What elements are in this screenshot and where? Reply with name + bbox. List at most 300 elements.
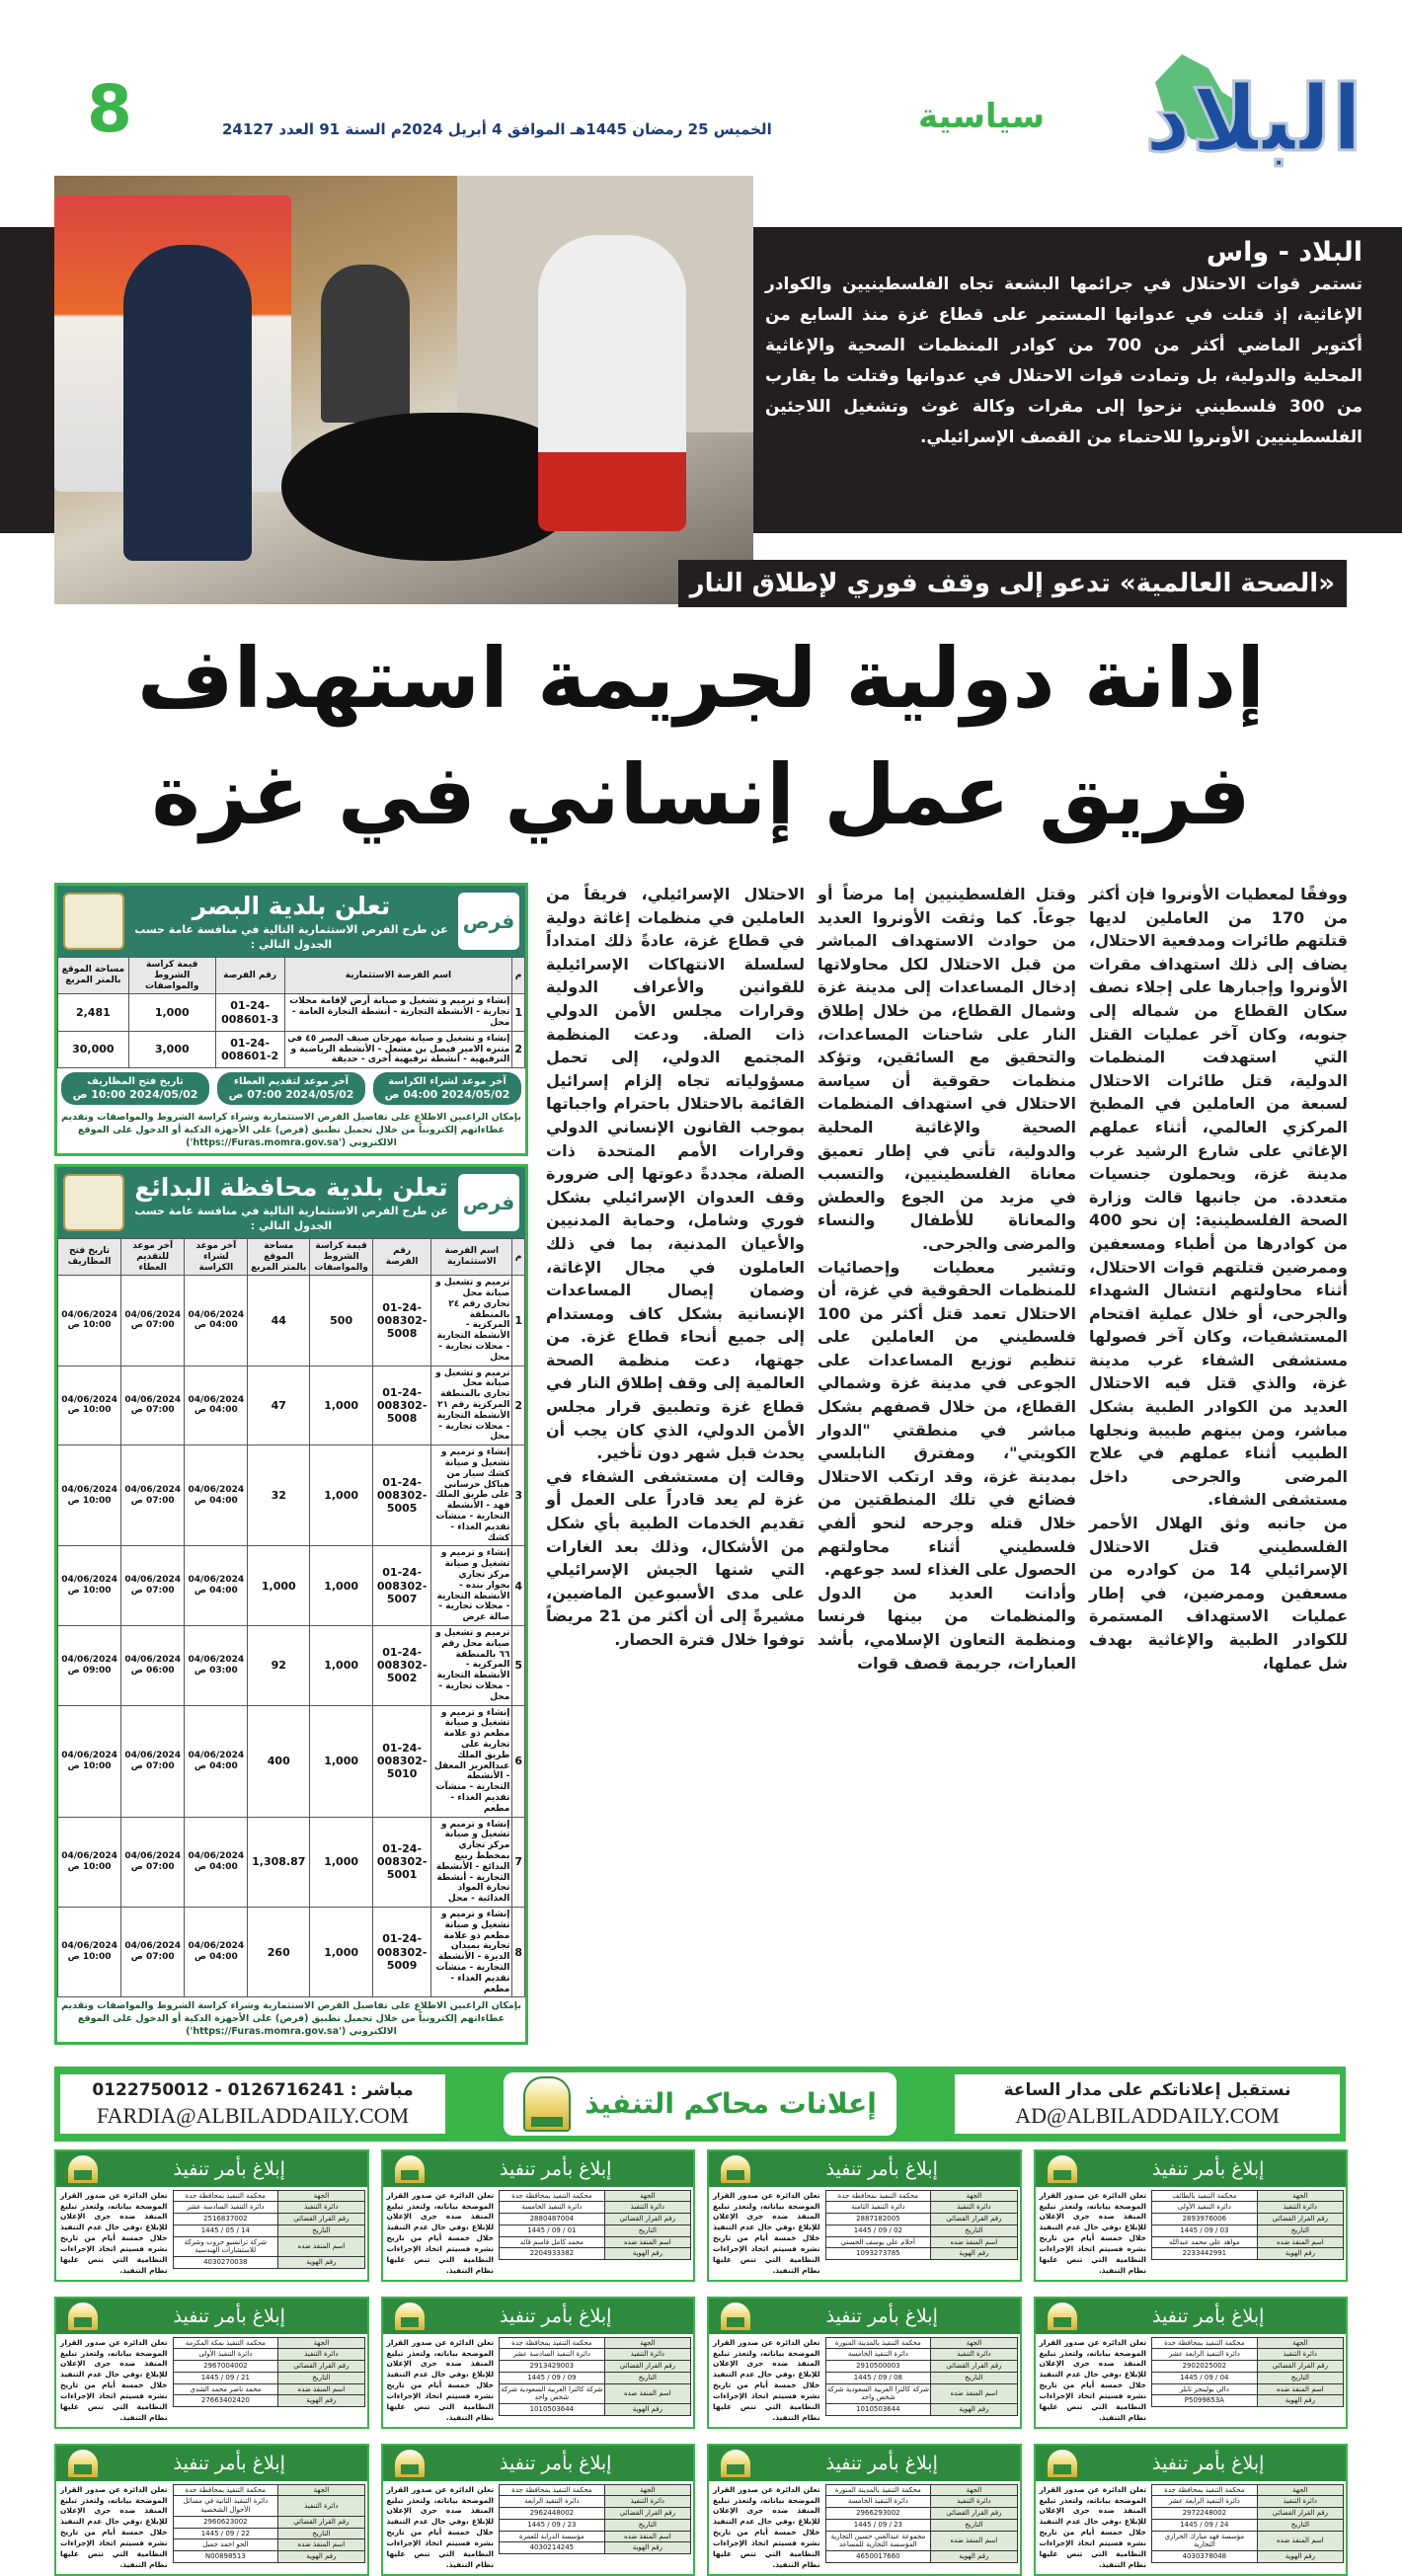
table-cell: 1	[512, 994, 525, 1031]
notice-label: دائرة التنفيذ	[604, 2496, 690, 2508]
execution-notice-card	[1034, 2297, 1349, 2429]
tender-table	[57, 1238, 525, 1997]
notice-title: إبلاغ بأمر تنفيذ	[825, 2452, 938, 2474]
notice-value: 2893976006	[1152, 2214, 1258, 2225]
notice-row	[825, 2484, 1017, 2496]
notice-label: دائرة التنفيذ	[1257, 2349, 1343, 2361]
notice-row	[825, 2225, 1017, 2236]
notice-row	[825, 2349, 1017, 2361]
notice-row	[173, 2395, 364, 2407]
notice-value: P5099853A	[1152, 2395, 1258, 2407]
ad-header	[57, 886, 525, 957]
notice-value: أحلام علي يوسف الحسني	[825, 2236, 931, 2248]
notice-text: تعلن الدائرة عن صدور القرار الموضحة بياناته، ولتعذر تبليغ المنفذ ضده جرى الإعلان للإبلاغ ،وفي حال عدم التنفيذ خلال خمسة أيام من تاريخ نشره فسيتم اتخاذ الإجراءات النظامية التي تنص عليها نظام التنفيذ.	[386, 2484, 495, 2569]
deadline-pill	[373, 1072, 521, 1105]
notice-value: محكمة التنفيذ بمحافظة جدة	[500, 2337, 605, 2349]
notice-row	[1152, 2372, 1344, 2383]
article-paragraph: الاحتلال الإسرائيلي، فريقاً من العاملين في منظمات إغاثة دولية في قطاع غزة، عادةً ذلك امتداداً لسلسلة الانتهاكات الإسرائيلية للقوانين والأعراف الدولية وقرارات مجلس الأمن الدولي ذات الصلة. ودعت المنظمة المجتمع الدولي، إلى تحمل مسؤولياته تجاه إلزام إسرائيل القائمة بالاحتلال باحترام واجباتها بموجب القانون الإنساني الدولي وقرارات الأمم المتحدة ذات الصلة، مجددةً دعوتها إلى ضرورة وقف العدوان الإسرائيلي بشكل فوري وشامل، وحماية المدنيين والأعيان المدنية، بما في ذلك العاملون في مجال الإغاثة، وضمان إيصال المساعدات الإنسانية بشكل كاف ومستدام إلى جميع أنحاء قطاع غزة. من جهتها، دعت منظمة الصحة العالمية إلى وقف إطلاق النار في قطاع غزة وتطبيق قرار مجلس الأمن الدولي، الذي كان يجب أن يحدث قبل شهر دون تأخير.	[546, 885, 805, 1463]
tender-ad-badaea	[54, 1164, 528, 2045]
table-cell: 04/06/2024 04:00 ص	[185, 1366, 248, 1445]
table-cell: 400	[248, 1705, 310, 1817]
notice-header	[56, 2151, 367, 2187]
notice-value: N00898513	[173, 2551, 278, 2563]
article-paragraph: وتشير معطيات وإحصائيات للمنظمات الحقوقية في غزة، أن الاحتلال تعمد قتل أكثر من 100 فلسطيني من العاملين على تنظيم توزيع المساعدات على الجوعى في مدينة غزة وشمالي القطاع، من خلال قصفهم بشكل مباشر في منطقتي "الدوار الكويتي"، ومفترق النابلسي بمدينة غزة، وقد ارتكب الاحتلال فضائع في تلك المنطقتين من خلال قتله وجرحه لنحو ألفي فلسطيني أثناء محاولتهم الحصول على الغذاء لسد جوعهم.	[818, 1257, 1076, 1580]
notice-row	[173, 2528, 364, 2539]
notice-row	[825, 2404, 1017, 2416]
notice-value: 2887182005	[825, 2214, 931, 2225]
notice-row	[500, 2383, 691, 2404]
notice-table	[1151, 2337, 1344, 2408]
notice-row	[1152, 2190, 1344, 2202]
deadline-label: آخر موعد لتقديم العطاء	[233, 1076, 350, 1088]
execution-notice-card	[54, 2444, 369, 2576]
execution-notice-card	[381, 2444, 696, 2576]
justice-emblem-icon	[393, 2153, 427, 2185]
notice-row	[173, 2496, 364, 2517]
notice-label: رقم القرار القضائي	[604, 2214, 690, 2225]
notice-text: تعلن الدائرة عن صدور القرار الموضحة بياناته، ولتعذر تبليغ المنفذ ضده جرى الإعلان للإبلاغ ،وفي حال عدم التنفيذ خلال خمسة أيام من تاريخ نشره فسيتم اتخاذ الإجراءات النظامية التي تنص عليها نظام التنفيذ.	[713, 2484, 820, 2569]
justice-emblem-icon	[66, 2153, 100, 2185]
banner-phone: مباشر : 0126716241 - 0122750012	[92, 2079, 414, 2100]
deadline-value: 2024/05/02 10:00 ص	[72, 1088, 198, 1102]
table-cell: 04/06/2024 10:00 ص	[58, 1366, 121, 1445]
notice-value: مجموعة عبدالغني حسين التجارية المؤسسة التجارية للمساعد	[825, 2531, 931, 2551]
notice-header	[709, 2151, 1020, 2187]
column-header: قيمة كراسة الشروط والمواصفات	[128, 958, 215, 994]
table-cell: إنشاء و ترميم و تشغيل و صيانة مطعم ذو علامة تجارية بميدان الديرة - الأنشطة التجارية - منشآت تقديم الغذاء - مطعم	[431, 1907, 512, 1996]
notice-label: اسم المنفذ ضده	[604, 2531, 690, 2542]
notice-label: اسم المنفذ ضده	[931, 2531, 1017, 2551]
table-cell: 04/06/2024 07:00 ص	[121, 1907, 185, 1996]
notice-label: التاريخ	[604, 2372, 690, 2383]
notice-label: رقم القرار القضائي	[1257, 2214, 1343, 2225]
notice-table	[825, 2484, 1018, 2563]
table-cell: 01-24-008302-5002	[373, 1626, 431, 1706]
notice-label: التاريخ	[931, 2519, 1017, 2531]
notice-title: إبلاغ بأمر تنفيذ	[1152, 2452, 1265, 2474]
notice-row	[173, 2372, 364, 2383]
lead-paragraph	[765, 237, 1363, 453]
notice-title: إبلاغ بأمر تنفيذ	[173, 2452, 285, 2474]
notice-value: دائرة التنفيذ الخامسة	[825, 2496, 931, 2508]
table-cell: 1,000	[128, 994, 215, 1031]
table-cell: ترميم و تشغيل و صيانة محل تجاري رقم ٢٤ بالمنطقة المركزية - الأنشطة التجارية - محلات تجارية - محل	[431, 1276, 512, 1366]
deadline-value: 2024/05/02 07:00 ص	[228, 1088, 354, 1102]
notice-value: محكمة التنفيذ بمحافظة جدة	[500, 2190, 605, 2202]
page-body	[54, 620, 1348, 2576]
column-header: م	[512, 1238, 525, 1275]
table-cell: 1,000	[310, 1546, 373, 1626]
table-cell: 04/06/2024 07:00 ص	[121, 1276, 185, 1366]
table-cell: 6	[512, 1705, 525, 1817]
notice-row	[173, 2383, 364, 2395]
notice-row	[173, 2202, 364, 2214]
table-cell: 04/06/2024 07:00 ص	[121, 1366, 185, 1445]
notice-label: دائرة التنفيذ	[278, 2202, 364, 2214]
notice-label: الجهة	[1257, 2190, 1343, 2202]
tender-ads	[54, 883, 528, 2045]
notice-label: اسم المنفذ ضده	[278, 2539, 364, 2551]
ad-title-block	[130, 1172, 452, 1233]
notice-label: رقم القرار القضائي	[931, 2508, 1017, 2520]
table-cell: 47	[248, 1366, 310, 1445]
table-cell: 260	[248, 1907, 310, 1996]
table-row	[58, 1705, 525, 1817]
notice-row	[173, 2361, 364, 2373]
notice-value: محكمة التنفيذ بمكة المكرمة	[173, 2337, 278, 2349]
notice-value: محكمة التنفيذ بمحافظة جدة	[500, 2484, 605, 2496]
banner-email: FARDIA@ALBILADDAILY.COM	[96, 2102, 410, 2128]
table-cell: 1,308.87	[248, 1817, 310, 1907]
municipality-emblem-icon	[63, 893, 124, 950]
notice-value: 2233442991	[1152, 2248, 1258, 2260]
notice-row	[825, 2372, 1017, 2383]
notice-row	[825, 2531, 1017, 2551]
ad-title: تعلن بلدية البصر	[192, 892, 391, 920]
table-cell: 44	[248, 1276, 310, 1366]
notice-label: اسم المنفذ ضده	[1257, 2531, 1343, 2551]
notice-label: رقم الهوية	[931, 2248, 1017, 2260]
notice-row	[1152, 2361, 1344, 2373]
article-paragraph: من جانبه وثق الهلال الأحمر الفلسطيني قتل الاحتلال الإسرائيلي 14 من كوادره من مسعفين وممرضين، في إطار عمليات الاستهداف المستمرة للكوادر الطبية والإغاثية بهدف شل عملها،	[1089, 1514, 1348, 1673]
column-header: رقم الفرصة	[215, 958, 284, 994]
notice-row	[500, 2531, 691, 2542]
notice-row	[1152, 2531, 1344, 2551]
execution-notice-card	[707, 2297, 1022, 2429]
notice-row	[500, 2361, 691, 2373]
article-column-2	[818, 883, 1076, 1675]
notice-label: الجهة	[931, 2190, 1017, 2202]
headline-line-1: إدانة دولية لجريمة استهداف	[136, 630, 1266, 727]
table-cell: 01-24-008302-5007	[373, 1546, 431, 1626]
notice-value: 2966293002	[825, 2508, 931, 2520]
notice-title: إبلاغ بأمر تنفيذ	[1152, 2304, 1265, 2327]
table-cell: 04/06/2024 04:00 ص	[185, 1817, 248, 1907]
notice-label: اسم المنفذ ضده	[278, 2236, 364, 2257]
notice-header	[1036, 2446, 1347, 2481]
table-cell: 5	[512, 1626, 525, 1706]
notice-row	[825, 2236, 1017, 2248]
notice-value: محكمة التنفيذ بالطائف	[1152, 2190, 1258, 2202]
notice-label: الجهة	[278, 2484, 364, 2496]
table-cell: 04/06/2024 03:00 ص	[185, 1626, 248, 1706]
table-cell: 01-24-008302-5001	[373, 1817, 431, 1907]
table-header-row	[58, 958, 525, 994]
notice-label: الجهة	[931, 2337, 1017, 2349]
notice-label: رقم الهوية	[604, 2542, 690, 2554]
notice-text: تعلن الدائرة عن صدور القرار الموضحة بياناته، ولتعذر تبليغ المنفذ ضده جرى الإعلان للإبلاغ ،وفي حال عدم التنفيذ خلال خمسة أيام من تاريخ نشره فسيتم اتخاذ الإجراءات النظامية التي تنص عليها نظام التنفيذ.	[1039, 2190, 1147, 2275]
notice-row	[1152, 2551, 1344, 2563]
notice-table	[499, 2190, 691, 2261]
table-cell: 04/06/2024 06:00 ص	[121, 1626, 185, 1706]
court-ads-banner	[54, 2067, 1346, 2142]
notice-header	[1036, 2151, 1347, 2187]
table-cell: 04/06/2024 07:00 ص	[121, 1705, 185, 1817]
table-cell: إنشاء و تشغيل و صيانة مهرجان صيف البصر ٤٥ في متنزه الامير فيصل بن مشعل - الأنشطة الرياضية و الترفيهية - أنشطة ترفيهية أخرى - حديقة	[284, 1031, 512, 1067]
banner-title: إعلانات محاكم التنفيذ	[584, 2087, 877, 2121]
notice-text: تعلن الدائرة عن صدور القرار الموضحة بياناته، ولتعذر تبليغ المنفذ ضده جرى الإعلان للإبلاغ ،وفي حال عدم التنفيذ خلال خمسة أيام من تاريخ نشره فسيتم اتخاذ الإجراءات النظامية التي تنص عليها نظام التنفيذ.	[1039, 2337, 1147, 2422]
notice-body	[56, 2187, 367, 2280]
banner-contact-right	[955, 2074, 1340, 2134]
notice-label: التاريخ	[604, 2225, 690, 2236]
table-cell: 04/06/2024 04:00 ص	[185, 1546, 248, 1626]
table-cell: إنشاء و ترميم و تشغيل و صيانة مطعم ذو علامة تجارية على طريق الملك عبدالعزيز المعقل - الأنشطة التجارية - منشآت تقديم الغذاء - مطعم	[431, 1705, 512, 1817]
notice-row	[173, 2484, 364, 2496]
notice-row	[500, 2337, 691, 2349]
furas-logo: فرص	[458, 1174, 519, 1231]
notice-label: التاريخ	[1257, 2519, 1343, 2531]
notice-text: تعلن الدائرة عن صدور القرار الموضحة بياناته، ولتعذر تبليغ المنفذ ضده جرى الإعلان للإبلاغ ،وفي حال عدم التنفيذ خلال خمسة أيام من تاريخ نشره فسيتم اتخاذ الإجراءات النظامية التي تنص عليها نظام التنفيذ.	[1039, 2484, 1147, 2569]
article-paragraph: ووفقًا لمعطيات الأونروا فإن أكثر من 170 من العاملين لديها قتلتهم طائرات ومدفعية الاحتلال، يضاف إلى ذلك استهداف مقرات الأونروا وإجبارها على إجلاء نصف سكان القطاع من شماله إلى جنوبه، وكان آخر عمليات القتل التي استهدفت المنظمات الدولية، قتل طائرات الاحتلال لسبعة من العاملين في المطبخ المركزي العالمي، أثناء عملهم الإغاثي على شارع الرشيد غرب مدينة غزة، ويحملون جنسيات متعددة. من جانبها قالت وزارة الصحة الفلسطينية: إن نحو 400 من كوادرها من أطباء ومسعفين وممرضين قتلتهم قوات الاحتلال، أثناء محاولتهم انتشال الشهداء والجرحى، أو خلال عملية اقتحام المستشفيات، وكان آخر فصولها مستشفى الشفاء غرب مدينة غزة، والذي قتل فيه الاحتلال العديد من الكوادر الطبية بشكل مباشر، ومن بينهم طبيبة ونجلها الطبيب أثناء عملهم في علاج المرضى والجرحى داخل مستشفى الشفاء.	[1089, 885, 1348, 1510]
notice-value: 1010503644	[500, 2404, 605, 2416]
notice-value: شركة ترانسيو جروب وشركة للاستشارات الهندسية	[173, 2236, 278, 2257]
banner-text: نستقبل إعلاناتكم على مدار الساعة	[1003, 2079, 1291, 2100]
deadline-label: تاريخ فتح المظاريف	[87, 1076, 184, 1088]
notice-row	[500, 2372, 691, 2383]
notice-row	[1152, 2496, 1344, 2508]
notice-title: إبلاغ بأمر تنفيذ	[500, 2452, 612, 2474]
notice-row	[1152, 2337, 1344, 2349]
table-cell: 1,000	[248, 1546, 310, 1626]
notice-row	[173, 2516, 364, 2528]
article-column-3	[546, 883, 805, 1652]
deadline-label: آخر موعد لشراء الكراسة	[388, 1076, 506, 1088]
notice-header	[383, 2151, 694, 2187]
deadline-value: 2024/05/02 04:00 ص	[384, 1088, 510, 1102]
lead-text: تستمر قوات الاحتلال في جرائمها البشعة تجاه الفلسطينيين والكوادر الإغاثية، إذ قتلت في عدوانها المستمر على قطاع غزة منذ السابع من أكتوبر الماضي أكثر من 700 من كوادر المنظمات الصحية والإغاثية المحلية والدولية، بل وتمادت قوات الاحتلال في عدوانها وقتلت ما يقارب من 300 فلسطيني نزحوا إلى مقرات وكالة غوث وتشغيل اللاجئين الفلسطينيين الأونروا للاحتماء من القصف الإسرائيلي.	[765, 274, 1363, 447]
ad-title: تعلن بلدية محافظة البدائع	[134, 1172, 448, 1202]
notice-row	[1152, 2484, 1344, 2496]
tender-table	[57, 957, 525, 1068]
notice-value: محكمة التنفيذ بمحافظة جدة	[1152, 2337, 1258, 2349]
notice-label: الجهة	[1257, 2337, 1343, 2349]
table-row	[58, 1031, 525, 1067]
notice-label: رقم القرار القضائي	[931, 2361, 1017, 2373]
table-cell: 04/06/2024 04:00 ص	[185, 1705, 248, 1817]
column-header: اسم الفرصة الاستثمارية	[284, 958, 512, 994]
column-header: مساحة الموقع بالمتر المربع	[248, 1238, 310, 1275]
notice-title: إبلاغ بأمر تنفيذ	[1152, 2157, 1265, 2180]
notice-label: رقم الهوية	[604, 2248, 690, 2260]
notice-row	[825, 2508, 1017, 2520]
table-row	[58, 1445, 525, 1546]
table-cell: 1,000	[310, 1445, 373, 1546]
tender-ad-basr	[54, 883, 528, 1156]
notice-value: محمد كامل قاسم قائد	[500, 2236, 605, 2248]
ad-footer-text: بإمكان الراغبين الاطلاع على تفاصيل الفرص الاستثمارية وشراء كراسة الشروط والمواصفات وتقديم عطاءاتهم إلكترونياً من خلال تحميل تطبيق (فرص) على الأجهزة الذكية أو الدخول على الموقع الالكتروني ('https://Furas.momra.gov.sa')	[61, 1112, 521, 1149]
justice-emblem-icon	[1046, 2448, 1079, 2479]
notice-row	[825, 2551, 1017, 2563]
notice-value: 21 / 09 / 1445	[173, 2372, 278, 2383]
notice-value: محمد ناصر محمد الشدي	[173, 2383, 278, 2395]
notice-table	[499, 2337, 691, 2416]
notice-table	[173, 2190, 365, 2269]
notice-label: رقم القرار القضائي	[278, 2516, 364, 2528]
notice-value: دائرة التنفيذ الرابعة عشر	[1152, 2496, 1258, 2508]
notice-label: رقم الهوية	[1257, 2248, 1343, 2260]
notice-label: الجهة	[278, 2190, 364, 2202]
ad-subtitle: عن طرح الفرص الاستثمارية التالية في منافسة عامة حسب الجدول التالي :	[134, 923, 448, 951]
column-header: رقم الفرصة	[373, 1238, 431, 1275]
table-cell: 8	[512, 1907, 525, 1996]
notice-value: محكمة التنفيذ بمحافظة جدة	[1152, 2484, 1258, 2496]
banner-contact-left	[60, 2074, 445, 2134]
news-photo	[54, 176, 753, 604]
notice-row	[173, 2539, 364, 2551]
article-paragraph: وأدانت العديد من الدول والمنظمات من بينها فرنسا ومنظمة التعاون الإسلامي، بأشد العبارات، جريمة قصف قوات	[818, 1583, 1076, 1673]
table-cell: 01-24-008302-5010	[373, 1705, 431, 1817]
notice-value: 14 / 05 / 1445	[173, 2225, 278, 2236]
notice-title: إبلاغ بأمر تنفيذ	[825, 2157, 938, 2180]
notice-body	[709, 2334, 1020, 2427]
notice-value: 22 / 09 / 1445	[173, 2528, 278, 2539]
table-cell: 04/06/2024 07:00 ص	[121, 1445, 185, 1546]
deadline-pill	[217, 1072, 365, 1105]
notice-value: محكمة التنفيذ بمحافظة جدة	[173, 2484, 278, 2496]
table-cell: 32	[248, 1445, 310, 1546]
notice-value: مؤسسة فهد مبارك الحرازي التجارية	[1152, 2531, 1258, 2551]
notice-row	[500, 2508, 691, 2520]
section-title: سياسية	[918, 97, 1046, 136]
notice-value: دائرة التنفيذ الأولى	[173, 2349, 278, 2361]
dateline: الخميس 25 رمضان 1445هـ الموافق 4 أبريل 2024م السنة 91 العدد 24127	[222, 120, 772, 138]
justice-emblem-icon	[719, 2153, 752, 2185]
notice-table	[825, 2190, 1018, 2261]
notice-title: إبلاغ بأمر تنفيذ	[173, 2304, 285, 2327]
notice-label: اسم المنفذ ضده	[604, 2236, 690, 2248]
table-cell: ترميم و تشغيل و صيانة محل تجاري بالمنطقة المركزية رقم ٢١ الأنشطة التجارية - محلات تجارية - محل	[431, 1366, 512, 1445]
notice-table	[173, 2337, 365, 2408]
ad-title-block	[130, 891, 452, 952]
notice-label: اسم المنفذ ضده	[931, 2383, 1017, 2404]
article-paragraph: وقالت إن مستشفى الشفاء في غزة لم يعد قادراً على العمل أو تقديم الخدمات الطبية بأي شكل من الأشكال، وذلك بعد الغارات التي شنها الجيش الإسرائيلي على مدى الأسبوعين الماضيين، مشيرةً إلى أن أكثر من 21 مريضاً توفوا خلال فترة الحصار.	[546, 1466, 805, 1649]
table-cell: 04/06/2024 07:00 ص	[121, 1817, 185, 1907]
table-row	[58, 1546, 525, 1626]
notice-value: محكمة التنفيذ بمحافظة جدة	[173, 2190, 278, 2202]
notice-value: محكمة التنفيذ بمحافظة جدة	[825, 2190, 931, 2202]
notice-value: 03 / 09 / 1445	[1152, 2225, 1258, 2236]
table-cell: 04/06/2024 10:00 ص	[58, 1907, 121, 1996]
notice-label: رقم الهوية	[278, 2257, 364, 2269]
notice-label: رقم القرار القضائي	[1257, 2508, 1343, 2520]
column-header: قيمة كراسة الشروط والمواصفات	[310, 1238, 373, 1275]
notice-value: 2962448002	[500, 2508, 605, 2520]
notice-text: تعلن الدائرة عن صدور القرار الموضحة بياناته، ولتعذر تبليغ المنفذ ضده جرى الإعلان للإبلاغ ،وفي حال عدم التنفيذ خلال خمسة أيام من تاريخ نشره فسيتم اتخاذ الإجراءات النظامية التي تنص عليها نظام التنفيذ.	[713, 2190, 820, 2275]
notice-title: إبلاغ بأمر تنفيذ	[173, 2157, 285, 2180]
notice-label: رقم الهوية	[278, 2551, 364, 2563]
notice-label: دائرة التنفيذ	[1257, 2496, 1343, 2508]
notice-table	[825, 2337, 1018, 2416]
notice-label: دائرة التنفيذ	[278, 2496, 364, 2517]
justice-emblem-icon	[719, 2301, 752, 2332]
notice-value: 24 / 09 / 1445	[1152, 2519, 1258, 2531]
notice-row	[500, 2190, 691, 2202]
execution-notice-card	[54, 2149, 369, 2282]
ad-header	[57, 1167, 525, 1238]
notice-value: دائرة التنفيذ الرابعة	[500, 2496, 605, 2508]
notice-value: دالي بولينجر تايلر	[1152, 2383, 1258, 2395]
notice-value: 2880487004	[500, 2214, 605, 2225]
table-cell: 7	[512, 1817, 525, 1907]
notice-body	[383, 2187, 694, 2280]
notice-value: 2960623002	[173, 2516, 278, 2528]
notice-row	[500, 2202, 691, 2214]
justice-emblem-icon	[66, 2301, 100, 2332]
table-cell: 04/06/2024 09:00 ص	[58, 1626, 121, 1706]
notice-value: دائرة التنفيذ الثانية في مسائل الأحوال الشخصية	[173, 2496, 278, 2517]
notice-body	[383, 2334, 694, 2427]
notice-label: اسم المنفذ ضده	[278, 2383, 364, 2395]
table-cell: 04/06/2024 10:00 ص	[58, 1705, 121, 1817]
notice-label: دائرة التنفيذ	[1257, 2202, 1343, 2214]
justice-emblem-icon	[1046, 2301, 1079, 2332]
column-header: مساحة الموقع بالمتر المربع	[58, 958, 129, 994]
table-cell: 4	[512, 1546, 525, 1626]
notice-label: الجهة	[604, 2190, 690, 2202]
notice-label: رقم القرار القضائي	[1257, 2361, 1343, 2373]
table-header-row	[58, 1238, 525, 1275]
table-row	[58, 994, 525, 1031]
notice-row	[173, 2337, 364, 2349]
notice-row	[1152, 2395, 1344, 2407]
notice-value: 01 / 09 / 1445	[500, 2225, 605, 2236]
notice-row	[1152, 2519, 1344, 2531]
notice-row	[500, 2519, 691, 2531]
notice-row	[825, 2361, 1017, 2373]
table-row	[58, 1366, 525, 1445]
notice-value: مواهد علي محمد عبدالله	[1152, 2236, 1258, 2248]
notice-label: التاريخ	[278, 2372, 364, 2383]
notice-body	[709, 2481, 1020, 2574]
page-number: 8	[87, 71, 132, 147]
notice-grid	[54, 2149, 1348, 2576]
notice-label: التاريخ	[278, 2225, 364, 2236]
table-cell: 3	[512, 1445, 525, 1546]
table-cell: 500	[310, 1276, 373, 1366]
notice-row	[1152, 2383, 1344, 2395]
justice-emblem-icon	[66, 2448, 100, 2479]
table-cell: 01-24-008302-5009	[373, 1907, 431, 1996]
logo-text: البلاد	[1144, 66, 1363, 172]
column-header: اسم الفرصة الاستثمارية	[431, 1238, 512, 1275]
notice-value: 4650017660	[825, 2551, 931, 2563]
table-cell: 92	[248, 1626, 310, 1706]
notice-label: اسم المنفذ ضده	[1257, 2236, 1343, 2248]
notice-row	[825, 2248, 1017, 2260]
article-column-1	[1089, 883, 1348, 1675]
notice-label: رقم القرار القضائي	[278, 2361, 364, 2373]
notice-text: تعلن الدائرة عن صدور القرار الموضحة بياناته، ولتعذر تبليغ المنفذ ضده جرى الإعلان للإبلاغ ،وفي حال عدم التنفيذ خلال خمسة أيام من تاريخ نشره فسيتم اتخاذ الإجراءات النظامية التي تنص عليها نظام التنفيذ.	[60, 2337, 168, 2422]
notice-value: شركة كالترا العربية السعودية شركة شخص واحد	[500, 2383, 605, 2404]
execution-notice-card	[1034, 2149, 1349, 2282]
table-cell: 04/06/2024 04:00 ص	[185, 1276, 248, 1366]
notice-label: رقم الهوية	[604, 2404, 690, 2416]
table-cell: 2	[512, 1366, 525, 1445]
notice-label: دائرة التنفيذ	[931, 2202, 1017, 2214]
notice-header	[56, 2299, 367, 2334]
notice-text: تعلن الدائرة عن صدور القرار الموضحة بياناته، ولتعذر تبليغ المنفذ ضده جرى الإعلان للإبلاغ ،وفي حال عدم التنفيذ خلال خمسة أيام من تاريخ نشره فسيتم اتخاذ الإجراءات النظامية التي تنص عليها نظام التنفيذ.	[60, 2484, 168, 2569]
notice-row	[500, 2248, 691, 2260]
notice-row	[1152, 2508, 1344, 2520]
furas-logo: فرص	[458, 893, 519, 950]
notice-text: تعلن الدائرة عن صدور القرار الموضحة بياناته، ولتعذر تبليغ المنفذ ضده جرى الإعلان للإبلاغ ،وفي حال عدم التنفيذ خلال خمسة أيام من تاريخ نشره فسيتم اتخاذ الإجراءات النظامية التي تنص عليها نظام التنفيذ.	[386, 2190, 495, 2275]
table-row	[58, 1626, 525, 1706]
notice-row	[173, 2349, 364, 2361]
ad-footer-text: بإمكان الراغبين الاطلاع على تفاصيل الفرص الاستثمارية وشراء كراسة الشروط والمواصفات وتقديم عطاءاتهم إلكترونياً من خلال تحميل تطبيق (فرص) على الأجهزة الذكية أو الدخول على الموقع الالكتروني ('https://Furas.momra.gov.sa')	[61, 2000, 521, 2037]
notice-label: التاريخ	[931, 2225, 1017, 2236]
notice-value: الجو احمد جميل	[173, 2539, 278, 2551]
notice-body	[709, 2187, 1020, 2280]
